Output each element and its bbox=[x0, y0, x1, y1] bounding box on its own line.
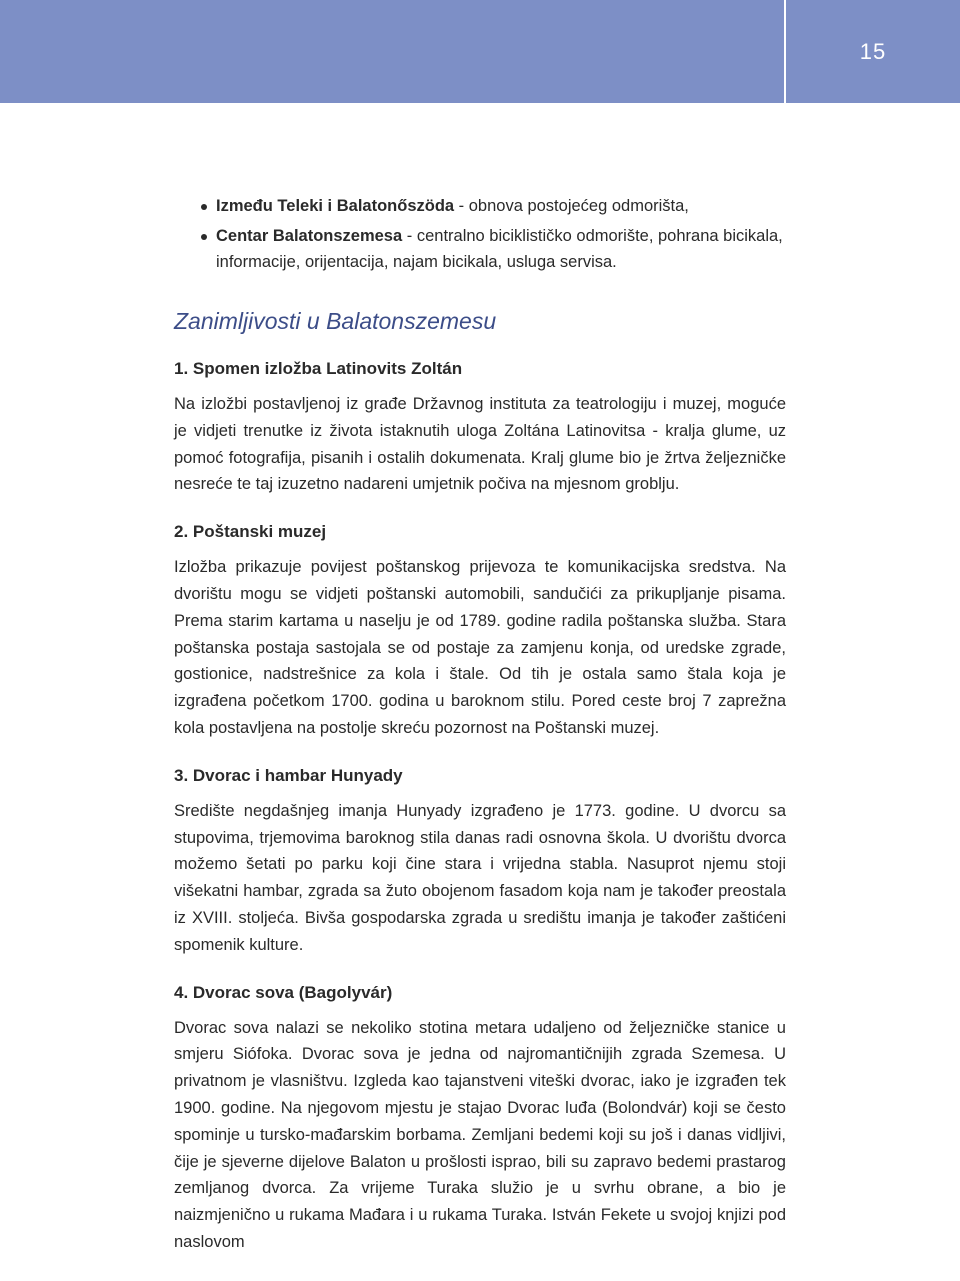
item-heading: 1. Spomen izložba Latinovits Zoltán bbox=[174, 359, 463, 378]
list-item bbox=[174, 223, 786, 275]
list-item bbox=[174, 193, 786, 219]
bullet-bold-text: Centar Balatonszemesa bbox=[216, 227, 403, 245]
bullet-bold-text: Između Teleki i Balatonőszöda bbox=[216, 197, 455, 215]
item-heading: 4. Dvorac sova (Bagolyvár) bbox=[174, 982, 393, 1002]
page-content bbox=[174, 193, 786, 1256]
bullet-text: - obnova postojećeg odmorišta, bbox=[454, 197, 689, 215]
bullet-text: - centralno biciklističko odmorište, pohrana bicikala, informacije, orijentacija, najam bicikala, usluga servisa. bbox=[216, 227, 783, 271]
bullet-list bbox=[174, 193, 786, 275]
item-paragraph: Dvorac sova nalazi se nekoliko stotina metara udaljeno od željezničke stanice u smjeru Siófoka. Dvorac sova je jedna od najromantičnijih zgrada Szemesa. U privatnom je vlasništvu. Izgleda kao tajanstveni viteški dvorac, iako je izgrađen tek 1900. godine. Na njegovom mjestu je stajao Dvorac luđa (Bolondvár) koji se često spominje u tursko-mađarskim borbama. Zemljani bedemi koji su još i danas vidljivi, čije je sjeverne dijelove Balaton u prošlosti isprao, bili su zapravo bedemi prastarog zemljanog dvorca. Za vrijeme Turaka služio je u svrhu obrane, a bio je naizmjenično u rukama Mađara i u rukama Turaka. István Fekete u svojoj knjizi pod naslovom bbox=[174, 1018, 786, 1251]
item-paragraph: Središte negdašnjeg imanja Hunyady izgrađeno je 1773. godine. U dvorcu sa stupovima, trjemovima baroknog stila danas radi osnovna škola. U dvorištu dvorca možemo šetati po parku koji čine stara i vrijedna stabla. Nasuprot njemu stoji višekatni hambar, zgrada sa žuto obojenom fasadom koja nam je također preostala iz XVIII. stoljeća. Bivša gospodarska zgrada u središtu imanja je također zaštićeni spomenik kulture. bbox=[174, 801, 786, 954]
item-paragraph: Na izložbi postavljenoj iz građe Državnog instituta za teatrologiju i muzej, moguće je vidjeti trenutke iz života istaknutih uloga Zoltána Latinovitsa - kralja glume, uz pomoć fotografija, pisanih i ostalih dokumenata. Kralj glume bio je žrtva željezničke nesreće te taj izuzetno nadareni umjetnik počiva na mjesnom groblju. bbox=[174, 395, 786, 494]
page-number: 15 bbox=[859, 38, 887, 64]
bullet-icon bbox=[201, 204, 207, 210]
bullet-icon bbox=[201, 234, 207, 240]
section-title: Zanimljivosti u Balatonszemesu bbox=[174, 308, 497, 334]
item-paragraph: Izložba prikazuje povijest poštanskog prijevoza te komunikacijska sredstva. Na dvorištu mogu se vidjeti poštanski automobili, sandučići za prikupljanje pisama. Prema starim kartama u naselju je od 1789. godine radila poštanska služba. Stara poštanska postaja sastojala se od postaje za zamjenu konja, od uredske zgrade, gostionice, nadstrešnice za kola i štale. Od tih je ostala samo štala koja je izgrađena početkom 1700. godina u baroknom stilu. Pored ceste broj 7 zaprežna kola postavljena na postolje skreću pozornost na Poštanski muzej. bbox=[174, 558, 786, 737]
item-heading: 2. Poštanski muzej bbox=[174, 522, 327, 542]
item-heading: 3. Dvorac i hambar Hunyady bbox=[174, 765, 403, 785]
